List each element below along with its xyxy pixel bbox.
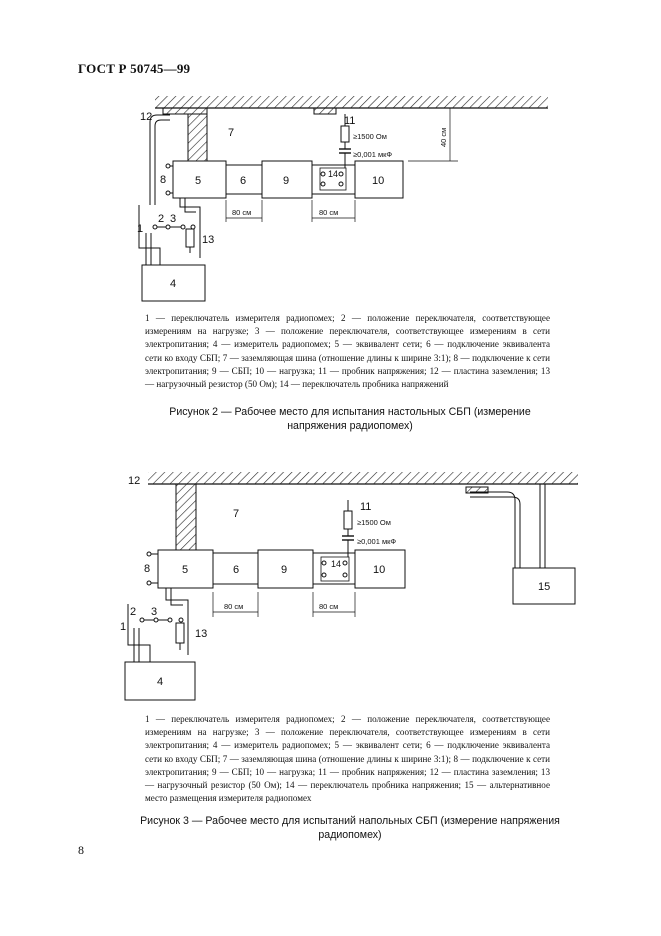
document-header: ГОСТ Р 50745—99 xyxy=(78,61,191,76)
fig3-resistor-value: ≥1500 Ом xyxy=(357,518,391,527)
fig3-dist-1: 80 см xyxy=(224,602,244,611)
fig2-label-8: 8 xyxy=(160,174,167,186)
fig2-label-1: 1 xyxy=(137,223,144,235)
fig2-label-14: 14 xyxy=(328,169,339,179)
fig3-label-12: 12 xyxy=(128,475,141,487)
page-number: 8 xyxy=(78,843,84,857)
fig3-label-11: 11 xyxy=(360,501,372,513)
figure-2-caption: Рисунок 2 — Рабочее место для испытания настольных СБП (измерение напряжения радиопомех) xyxy=(169,406,531,432)
figure-3-diagram xyxy=(125,472,578,700)
fig3-label-8: 8 xyxy=(144,563,151,575)
fig3-label-3: 3 xyxy=(151,606,158,618)
fig2-height-dim: 40 см xyxy=(439,127,448,147)
fig2-dist-2: 80 см xyxy=(319,208,339,217)
fig3-label-4: 4 xyxy=(157,676,164,688)
fig3-label-10: 10 xyxy=(373,564,386,576)
fig3-label-2: 2 xyxy=(130,606,137,618)
fig3-label-1: 1 xyxy=(120,621,127,633)
fig3-label-7: 7 xyxy=(233,508,240,520)
fig2-label-4: 4 xyxy=(170,278,177,290)
fig3-label-5: 5 xyxy=(182,564,189,576)
figure-3-caption: Рисунок 3 — Рабочее место для испытаний напольных СБП (измерение напряжения радиопомех) xyxy=(140,815,560,841)
fig2-label-3: 3 xyxy=(170,213,177,225)
fig3-capacitor-value: ≥0,001 мкФ xyxy=(357,537,397,546)
fig3-label-14: 14 xyxy=(331,559,342,569)
fig3-label-13: 13 xyxy=(195,628,208,640)
fig2-label-12: 12 xyxy=(140,111,153,123)
fig2-capacitor-value: ≥0,001 мкФ xyxy=(353,150,393,159)
fig3-label-15: 15 xyxy=(538,581,551,593)
fig2-label-7: 7 xyxy=(228,127,235,139)
fig2-label-13: 13 xyxy=(202,234,215,246)
fig3-label-6: 6 xyxy=(233,564,240,576)
fig2-dist-1: 80 см xyxy=(232,208,252,217)
fig2-label-2: 2 xyxy=(158,213,165,225)
figure-2-labels xyxy=(137,111,448,290)
fig2-label-11: 11 xyxy=(344,115,356,127)
figure-2-legend: 1 — переключатель измерителя радиопомех; 2 — положение переключателя, соответствующее измерениям на нагрузке; 3 — положение переключателя, соответствующее измерениям в сети электропитания; 4 — измеритель радиопомех; 5 — эквивалент сети; 6 — подключение эквивалента сети ко входу СБП; 7 — заземляющая шина (отношение длины к ширине 3:1); 8 — подключение к сети электропитания; 9 — СБП; 10 — нагрузка; 11 — пробник напряжения; 12 — пластина заземления; 13 — нагрузочный резистор (50 Ом); 14 — переключатель пробника напряжений xyxy=(145,313,550,390)
fig2-resistor-value: ≥1500 Ом xyxy=(353,132,387,141)
fig2-label-9: 9 xyxy=(283,175,290,187)
fig3-label-9: 9 xyxy=(281,564,288,576)
fig2-label-5: 5 xyxy=(195,175,202,187)
fig3-dist-2: 80 см xyxy=(319,602,339,611)
fig2-label-10: 10 xyxy=(372,175,385,187)
figure-3-legend: 1 — переключатель измерителя радиопомех; 2 — положение переключателя, соответствующее измерениям на нагрузке; 3 — положение переключателя, соответствующее измерениям в сети электропитания; 4 — измеритель радиопомех; 5 — эквивалент сети; 6 — подключение эквивалента сети ко входу СБП; 7 — заземляющая шина (отношение длины к ширине 3:1); 8 — подключение к сети электропитания; 9 — СБП; 10 — нагрузка; 11 — пробник напряжения; 12 — пластина заземления; 13 — нагрузочный резистор (50 Ом); 14 — переключатель пробника напряжения; 15 — альтернативное место размещения измерителя радиопомех xyxy=(145,714,550,804)
fig2-label-6: 6 xyxy=(240,175,247,187)
